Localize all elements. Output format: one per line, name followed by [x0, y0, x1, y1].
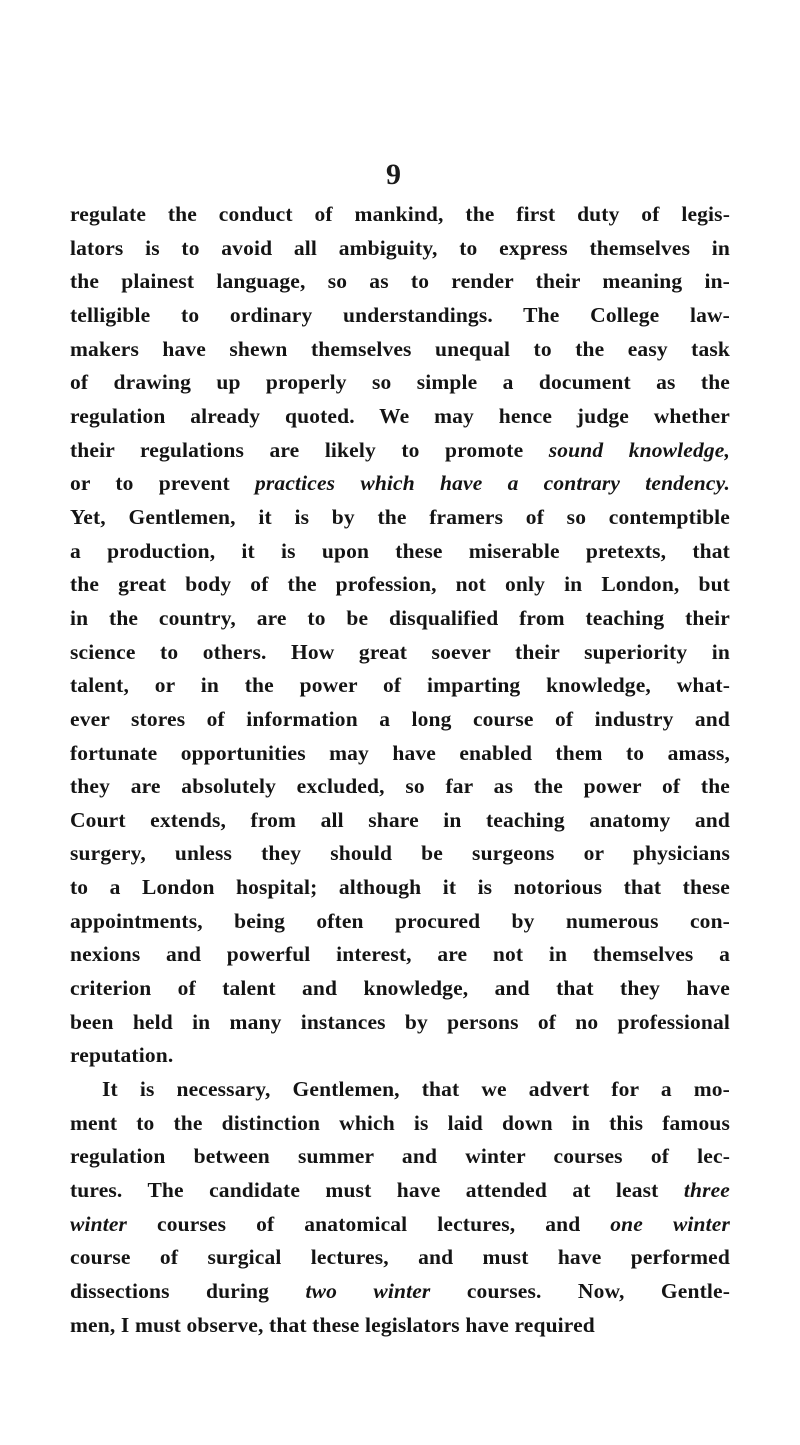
italic-text: practices which have a contrary tendency.: [255, 471, 730, 496]
italic-text: sound knowledge,: [548, 437, 730, 462]
body-text: [70, 198, 730, 1342]
text-span: dissections during: [70, 1279, 306, 1303]
text-line: [70, 1241, 730, 1275]
text-span: courses. Now, Gentle-: [430, 1279, 731, 1303]
text-span: to a London hospital; although it is notorious that these: [70, 875, 730, 900]
text-span: been held in many instances by persons of no professional: [70, 1009, 730, 1034]
text-span: regulation already quoted. We may hence judge whether: [70, 403, 730, 428]
text-span: ever stores of information a long course of industry and: [70, 706, 730, 731]
text-line: [70, 333, 730, 367]
page-number: 9: [386, 158, 401, 191]
text-line: [70, 938, 730, 972]
text-line: [70, 905, 730, 939]
text-span: telligible to ordinary understandings. The College law-: [70, 302, 730, 327]
text-span: the plainest language, so as to render their meaning in-: [70, 269, 730, 294]
text-line: [70, 1107, 730, 1141]
text-line: [70, 669, 730, 703]
text-span: a production, it is upon these miserable pretexts, that: [70, 538, 730, 563]
italic-text: winter: [70, 1211, 128, 1236]
text-span: It is necessary, Gentlemen, that we advert for a mo-: [102, 1077, 730, 1102]
text-line: [70, 703, 730, 737]
text-line: [70, 1039, 730, 1073]
text-line: [70, 265, 730, 299]
text-line: [70, 1275, 730, 1309]
text-line: [70, 366, 730, 400]
text-span: makers have shewn themselves unequal to the easy task: [70, 336, 730, 361]
text-span: tures. The candidate must have attended at least: [70, 1178, 684, 1203]
text-span: appointments, being often procured by numerous con-: [70, 908, 730, 933]
text-span: surgery, unless they should be surgeons or physicians: [70, 841, 730, 866]
text-line: [70, 568, 730, 602]
italic-text: three: [683, 1178, 730, 1203]
text-span: fortunate opportunities may have enabled them to amass,: [70, 740, 730, 765]
text-line: [70, 232, 730, 266]
text-line: [70, 1309, 730, 1343]
text-line: [70, 636, 730, 670]
text-span: the great body of the profession, not only in London, but: [70, 572, 730, 597]
text-span: science to others. How great soever their superiority in: [70, 639, 730, 664]
text-line: [70, 972, 730, 1006]
text-span: of drawing up properly so simple a document as the: [70, 370, 730, 395]
text-line: [70, 770, 730, 804]
text-line: [70, 1006, 730, 1040]
text-span: talent, or in the power of imparting knowledge, what-: [70, 673, 730, 698]
text-line: [70, 1073, 730, 1107]
text-line: [70, 400, 730, 434]
text-span: Court extends, from all share in teaching anatomy and: [70, 807, 730, 832]
text-line: [70, 602, 730, 636]
text-line: [70, 871, 730, 905]
text-line: [70, 198, 730, 232]
text-line: [70, 467, 730, 501]
text-span: their regulations are likely to promote: [70, 437, 549, 462]
text-span: lators is to avoid all ambiguity, to express themselves in: [70, 235, 730, 260]
text-line: [70, 299, 730, 333]
text-line: [70, 501, 730, 535]
text-line: [70, 535, 730, 569]
text-line: [70, 1174, 730, 1208]
text-line: [70, 1208, 730, 1242]
italic-text: one winter: [610, 1211, 730, 1236]
text-span: regulation between summer and winter courses of lec-: [70, 1144, 730, 1169]
text-line: [70, 804, 730, 838]
text-line: [70, 434, 730, 468]
text-line: [70, 1140, 730, 1174]
text-span: they are absolutely excluded, so far as the power of the: [70, 774, 730, 799]
text-span: criterion of talent and knowledge, and that they have: [70, 976, 730, 1001]
text-span: regulate the conduct of mankind, the first duty of legis-: [70, 202, 730, 226]
text-span: nexions and powerful interest, are not in themselves a: [70, 942, 730, 967]
text-line: [70, 737, 730, 771]
text-span: or to prevent: [70, 471, 256, 496]
text-span: Yet, Gentlemen, it is by the framers of so contemptible: [70, 504, 730, 529]
text-span: in the country, are to be disqualified from teaching their: [70, 605, 730, 630]
text-span: courses of anatomical lectures, and: [127, 1211, 611, 1236]
text-span: ment to the distinction which is laid down in this famous: [70, 1110, 730, 1135]
text-span: course of surgical lectures, and must have performed: [70, 1245, 730, 1270]
italic-text: two winter: [305, 1279, 431, 1303]
text-line: [70, 837, 730, 871]
text-span: men, I must observe, that these legislators have required: [70, 1312, 595, 1337]
text-span: reputation.: [70, 1043, 174, 1068]
